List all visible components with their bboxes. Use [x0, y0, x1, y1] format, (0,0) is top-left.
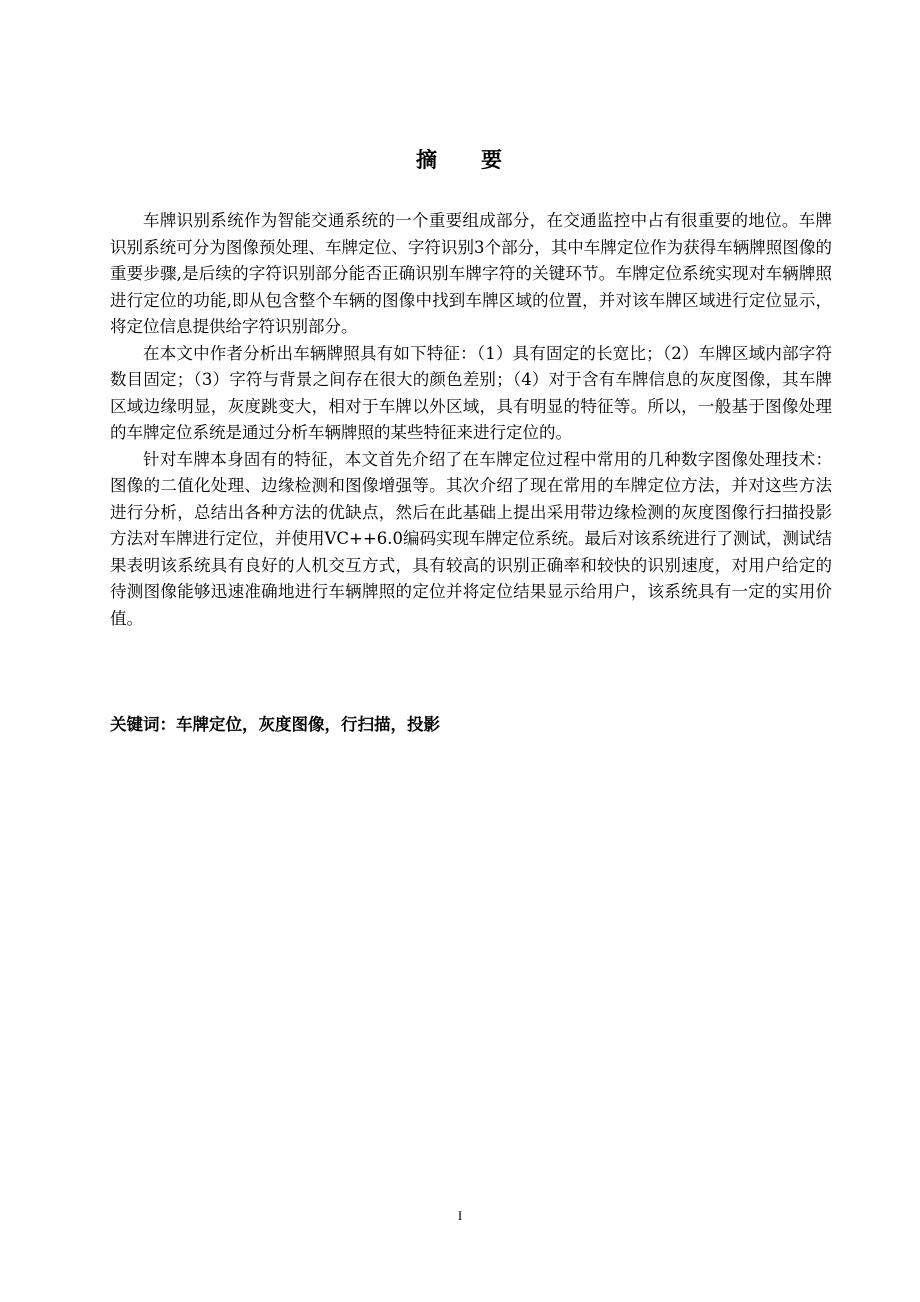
- page-number: I: [457, 1208, 463, 1223]
- abstract-title-left: 摘: [416, 148, 439, 172]
- abstract-paragraph-1: 车牌识别系统作为智能交通系统的一个重要组成部分，在交通监控中占有很重要的地位。车牌识别系统可分为图像预处理、车牌定位、字符识别3个部分，其中车牌定位作为获得车辆牌照图像的重要步骤,是后续的字符识别部分能否正确识别车牌字符的关键环节。车牌定位系统实现对车辆牌照进行定位的功能,即从包含整个车辆的图像中找到车牌区域的位置，并对该车牌区域进行定位显示，将定位信息提供给字符识别部分。: [110, 211, 832, 336]
- keywords-label: 关键词：: [110, 715, 176, 734]
- abstract-title-right: 要: [481, 148, 504, 172]
- keywords-values: 车牌定位，灰度图像，行扫描，投影: [176, 715, 440, 734]
- abstract-body: [110, 208, 832, 632]
- keywords-line: [110, 712, 832, 738]
- abstract-paragraph-3: 针对车牌本身固有的特征，本文首先介绍了在车牌定位过程中常用的几种数字图像处理技术：图像的二值化处理、边缘检测和图像增强等。其次介绍了现在常用的车牌定位方法，并对这些方法进行分析，总结出各种方法的优缺点，然后在此基础上提出采用带边缘检测的灰度图像行扫描投影方法对车牌进行定位，并使用VC++6.0编码实现车牌定位系统。最后对该系统进行了测试，测试结果表明该系统具有良好的人机交互方式，具有较高的识别正确率和较快的识别速度，对用户给定的待测图像能够迅速准确地进行车辆牌照的定位并将定位结果显示给用户，该系统具有一定的实用价值。: [110, 449, 832, 628]
- abstract-paragraph-2: 在本文中作者分析出车辆牌照具有如下特征：（1）具有固定的长宽比；（2）车牌区域内部字符数目固定；（3）字符与背景之间存在很大的颜色差别；（4）对于含有车牌信息的灰度图像，其车牌区域边缘明显，灰度跳变大，相对于车牌以外区域，具有明显的特征等。所以，一般基于图像处理的车牌定位系统是通过分析车辆牌照的某些特征来进行定位的。: [110, 343, 832, 442]
- abstract-title: [0, 144, 920, 174]
